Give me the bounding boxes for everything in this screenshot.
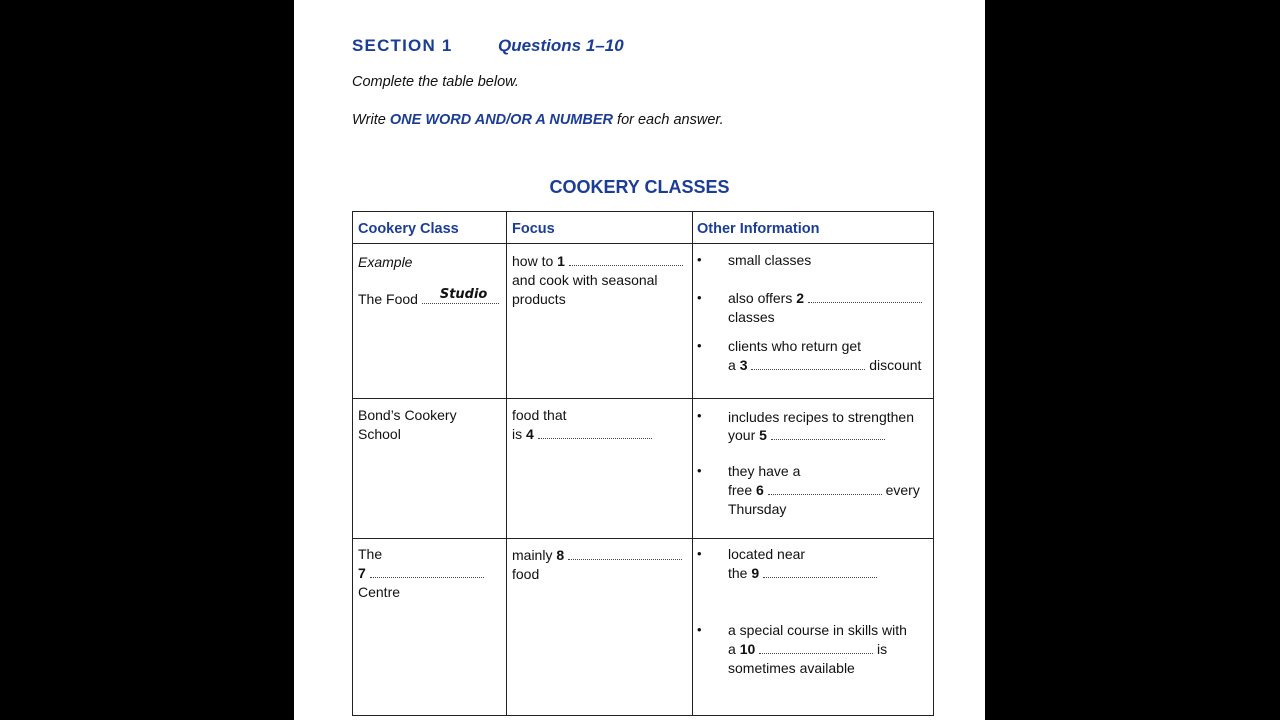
- text: discount: [869, 357, 922, 373]
- info-clients-return: clients who return get: [728, 338, 862, 354]
- class-name-text: The Food: [358, 291, 418, 307]
- handwritten-answer: Studio: [439, 287, 488, 302]
- bullet: •: [697, 252, 702, 267]
- focus-row1-line2: and cook with seasonal: [512, 272, 658, 288]
- info-thursday: Thursday: [728, 501, 787, 517]
- text: mainly: [512, 547, 553, 563]
- question-number-5: 5: [759, 427, 767, 443]
- class-bonds-line1: Bond’s Cookery: [358, 407, 457, 423]
- instruction-word-limit: [352, 112, 724, 128]
- answer-blank-4[interactable]: [538, 426, 652, 439]
- info-located-near: located near: [728, 546, 806, 562]
- class-the: The: [358, 546, 383, 562]
- question-number-8: 8: [556, 547, 565, 563]
- info-discount: [728, 356, 921, 375]
- text: is: [512, 426, 523, 442]
- text: free: [728, 482, 753, 498]
- bullet: •: [697, 408, 702, 423]
- text: your: [728, 427, 756, 443]
- row-divider: [353, 538, 933, 539]
- section-label: SECTION 1: [352, 36, 453, 55]
- text: the: [728, 565, 748, 581]
- answer-blank-9[interactable]: [763, 565, 877, 578]
- class-centre: Centre: [358, 584, 401, 600]
- answer-blank-3[interactable]: [751, 357, 865, 370]
- info-your: [728, 426, 885, 445]
- bullet: •: [697, 463, 702, 478]
- column-header-class: Cookery Class: [358, 221, 459, 237]
- question-number-2: 2: [796, 290, 805, 306]
- example-label: Example: [358, 254, 413, 270]
- answer-blank-2[interactable]: [808, 290, 922, 303]
- example-answer-blank: [422, 287, 499, 304]
- focus-row3-line1: [512, 546, 682, 565]
- info-also-offers: [728, 289, 922, 308]
- info-sometimes-available: sometimes available: [728, 660, 855, 676]
- question-number-3: 3: [739, 357, 748, 373]
- question-number-1: 1: [557, 253, 565, 269]
- text: is: [877, 641, 888, 657]
- answer-blank-1[interactable]: [569, 253, 683, 266]
- table-title: COOKERY CLASSES: [549, 177, 730, 197]
- info-free: [728, 481, 920, 500]
- info-small-classes: small classes: [728, 252, 812, 268]
- column-divider: [506, 212, 507, 715]
- text: how to: [512, 253, 554, 269]
- instruction-emphasis: ONE WORD AND/OR A NUMBER: [389, 112, 614, 128]
- info-classes: classes: [728, 309, 775, 325]
- info-special-course: a special course in skills with: [728, 622, 907, 638]
- answer-blank-8[interactable]: [568, 547, 682, 560]
- answer-blank-7[interactable]: [370, 565, 484, 578]
- worksheet-page: [294, 0, 985, 720]
- answer-blank-6[interactable]: [768, 482, 882, 495]
- instruction-prefix: Write: [352, 112, 386, 128]
- bullet: •: [697, 622, 702, 637]
- info-recipes: includes recipes to strengthen: [728, 409, 914, 425]
- instruction-suffix: for each answer.: [617, 112, 724, 128]
- question-number-10: 10: [739, 641, 756, 657]
- class-name-the-food: [358, 287, 499, 309]
- info-the: [728, 564, 877, 583]
- question-number-6: 6: [756, 482, 764, 498]
- column-divider: [692, 212, 693, 715]
- cookery-classes-table: [352, 211, 934, 716]
- text: a: [728, 357, 736, 373]
- question-number-7: 7: [358, 565, 366, 581]
- focus-row2-line1: food that: [512, 407, 567, 423]
- questions-range: Questions 1–10: [498, 36, 624, 55]
- focus-row1-line3: products: [512, 291, 566, 307]
- answer-blank-10[interactable]: [759, 641, 873, 654]
- focus-row1-line1: [512, 252, 683, 271]
- info-a-q10: [728, 640, 887, 659]
- instruction-complete-table: Complete the table below.: [352, 74, 519, 90]
- bullet: •: [697, 338, 702, 353]
- bullet: •: [697, 546, 702, 561]
- info-they-have: they have a: [728, 463, 801, 479]
- focus-row2-line2: [512, 425, 652, 444]
- focus-row3-line2: food: [512, 566, 540, 582]
- row-divider: [353, 243, 933, 244]
- text: a: [728, 641, 736, 657]
- class-bonds-line2: School: [358, 426, 401, 442]
- bullet: •: [697, 290, 702, 305]
- text: every: [885, 482, 920, 498]
- row-divider: [353, 398, 933, 399]
- column-header-info: Other Information: [697, 221, 820, 237]
- answer-blank-5[interactable]: [771, 427, 885, 440]
- question-number-4: 4: [526, 426, 534, 442]
- question-number-9: 9: [751, 565, 760, 581]
- column-header-focus: Focus: [512, 221, 555, 237]
- text: also offers: [728, 290, 793, 306]
- class-q7: [358, 564, 484, 583]
